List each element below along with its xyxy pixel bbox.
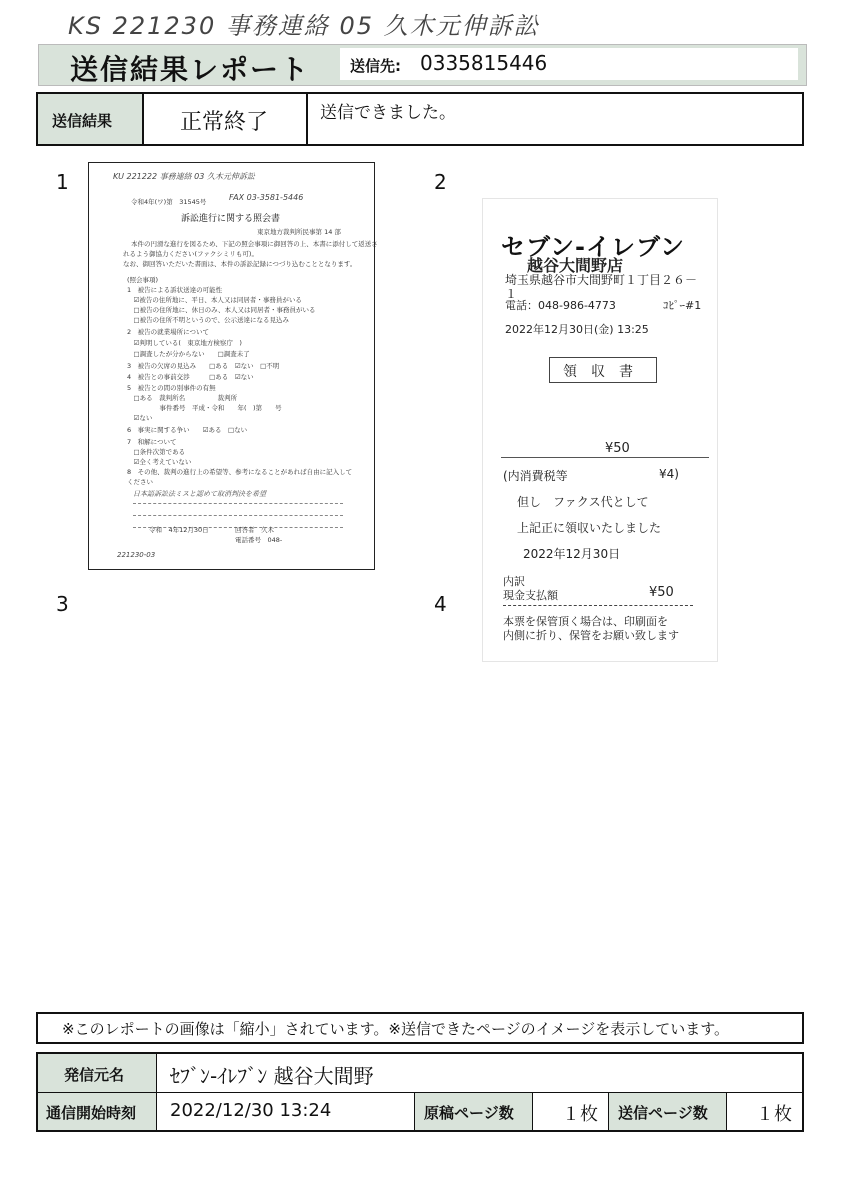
page-number-2: 2 — [434, 170, 447, 194]
start-time-value: 2022/12/30 13:24 — [170, 1100, 332, 1121]
thumb-date: 令和 4年12月30日 — [149, 526, 209, 534]
receipt-register: ｺﾋﾟｰ#1 — [663, 299, 702, 312]
receipt-amount: ¥50 — [605, 441, 630, 456]
sent-pages-label: 送信ページ数 — [618, 1104, 708, 1122]
thumb-item: □条件次第である — [127, 448, 186, 456]
image-note: ※このレポートの画像は「縮小」されています。※送信できたページのイメージを表示しています。 — [62, 1020, 729, 1038]
sender-value: ｾﾌﾞﾝ-ｲﾚﾌﾞﾝ 越谷大間野 — [170, 1064, 374, 1088]
thumb-item: ☑全く考えていない — [127, 458, 192, 466]
thumb-item: □調査したが分からない □調査未了 — [127, 350, 250, 358]
thumb-answer: 日本語訴訟法ミスと認めて取消判決を希望 — [133, 490, 266, 498]
page-thumbnail-inquiry-form — [88, 162, 378, 570]
page-thumbnail-receipt — [482, 198, 718, 662]
thumb-item: ☑ない — [127, 414, 153, 422]
receipt-tax-label: (内消費税等 — [503, 469, 568, 483]
thumb-hand-header: KU 221222 事務連絡 03 久木元伸訴訟 — [113, 172, 255, 181]
receipt-footer-2: 内側に折り、保管をお願い致します — [503, 629, 679, 642]
receipt-doc-type: 領 収 書 — [563, 364, 633, 380]
receipt-cash-label: 現金支払額 — [503, 589, 558, 602]
thumb-item: 4 被告との事前交渉 □ある ☑ない — [127, 373, 254, 381]
receipt-breakdown: 内訳 — [503, 575, 525, 588]
receipt-datetime: 2022年12月30日(金) 13:25 — [505, 323, 649, 336]
thumb-item: (照会事項) — [127, 276, 159, 284]
result-message: 送信できました。 — [320, 103, 456, 123]
thumb-doc-title: 訴訟進行に関する照会書 — [181, 214, 281, 224]
thumb-item: □被告の住所不明というので、公示送達になる見込み — [127, 316, 290, 324]
thumb-item: □被告の住所地に、休日のみ、本人又は同居者・事務員がいる — [127, 306, 316, 314]
destination-label: 送信先: — [350, 57, 401, 75]
page-number-1: 1 — [56, 170, 69, 194]
destination-number: 0335815446 — [420, 51, 548, 75]
table-col-divider — [156, 1054, 157, 1130]
receipt-brand-logo: セブン-イレブン — [501, 233, 686, 261]
handwritten-note: KS 221230 事務連絡 05 久木元伸訴訟 — [68, 12, 540, 40]
table-row-divider — [36, 1092, 804, 1093]
receipt-note-2: 上記正に領収いたしました — [517, 521, 662, 535]
thumb-item: 7 和解について — [127, 438, 177, 446]
page-number-3: 3 — [56, 592, 69, 616]
sender-label: 発信元名 — [64, 1066, 125, 1084]
thumb-phone: 電話番号 048- — [235, 536, 283, 544]
orig-pages-value: １枚 — [562, 1104, 598, 1125]
receipt-store: 越谷大間野店 — [527, 256, 624, 275]
thumb-item: □ある 裁判所名 裁判所 — [127, 394, 238, 402]
start-time-label: 通信開始時刻 — [46, 1104, 137, 1122]
sent-pages-value: １枚 — [756, 1104, 792, 1125]
thumb-item: 1 被告による訴状送達の可能性 — [127, 286, 223, 294]
thumb-answer-line — [133, 515, 343, 517]
thumb-respondent: 回答者 久木 — [235, 526, 274, 534]
receipt-cash-amount: ¥50 — [649, 585, 674, 600]
table-col-divider — [532, 1093, 533, 1130]
receipt-note-1: 但し ファクス代として — [517, 495, 649, 509]
table-col-divider — [608, 1093, 609, 1130]
receipt-date: 2022年12月30日 — [523, 547, 621, 561]
table-col-divider — [726, 1093, 727, 1130]
thumb-item: 2 被告の就業場所について — [127, 328, 210, 336]
receipt-rule — [501, 457, 709, 458]
thumb-fax: FAX 03-3581-5446 — [229, 193, 304, 202]
thumb-court: 東京地方裁判所民事第 14 部 — [257, 228, 341, 236]
thumb-item: 6 事実に関する争い ☑ある □ない — [127, 426, 248, 434]
thumb-item: ☑被告の住所地に、平日、本人又は同居者・事務員がいる — [127, 296, 302, 304]
thumb-answer-line — [133, 503, 343, 505]
result-label: 送信結果 — [52, 112, 113, 130]
receipt-address-1: 埼玉県越谷市大間野町１丁目２６－ — [505, 273, 698, 287]
result-value: 正常終了 — [180, 110, 269, 135]
thumb-item: 8 その他、裁判の進行上の希望等、参考になることがあれば自由に記入して — [127, 468, 353, 476]
thumb-item: 事件番号 平成・令和 年( )第 号 — [127, 404, 282, 412]
thumb-case-line: 令和4年(ワ)第 31545号 — [131, 198, 207, 206]
thumb-item: ☑判明している( 東京地方検察庁 ) — [127, 339, 242, 347]
receipt-footer-1: 本票を保管頂く場合は、印刷面を — [503, 615, 668, 628]
report-title: 送信結果レポート — [70, 53, 311, 86]
receipt-address-2: １ — [505, 287, 518, 301]
thumb-item: 5 被告との間の別事件の有無 — [127, 384, 216, 392]
thumb-line-2: れるよう御協力ください(ファクシミリも可)。 — [123, 250, 258, 258]
receipt-dashed-rule — [503, 605, 693, 607]
destination-box — [340, 48, 798, 80]
thumb-item: ください — [127, 478, 153, 486]
thumb-hand-footer: 221230-03 — [117, 551, 156, 559]
thumb-item: 3 被告の欠席の見込み □ある ☑ない □不明 — [127, 362, 280, 370]
orig-pages-label: 原稿ページ数 — [424, 1104, 514, 1122]
thumb-line-1: 本件の円滑な進行を図るため、下記の照会事項に御回答の上、本書に添付して返送さ — [131, 240, 378, 248]
thumb-line-3: なお、御回答いただいた書面は、本件の訴訟記録につづり込むこととなります。 — [123, 260, 357, 268]
receipt-tax-amount: ¥4) — [659, 467, 679, 481]
table-col-divider — [414, 1093, 415, 1130]
receipt-phone: 電話：048-986-4773 — [505, 299, 616, 312]
page-number-4: 4 — [434, 592, 447, 616]
